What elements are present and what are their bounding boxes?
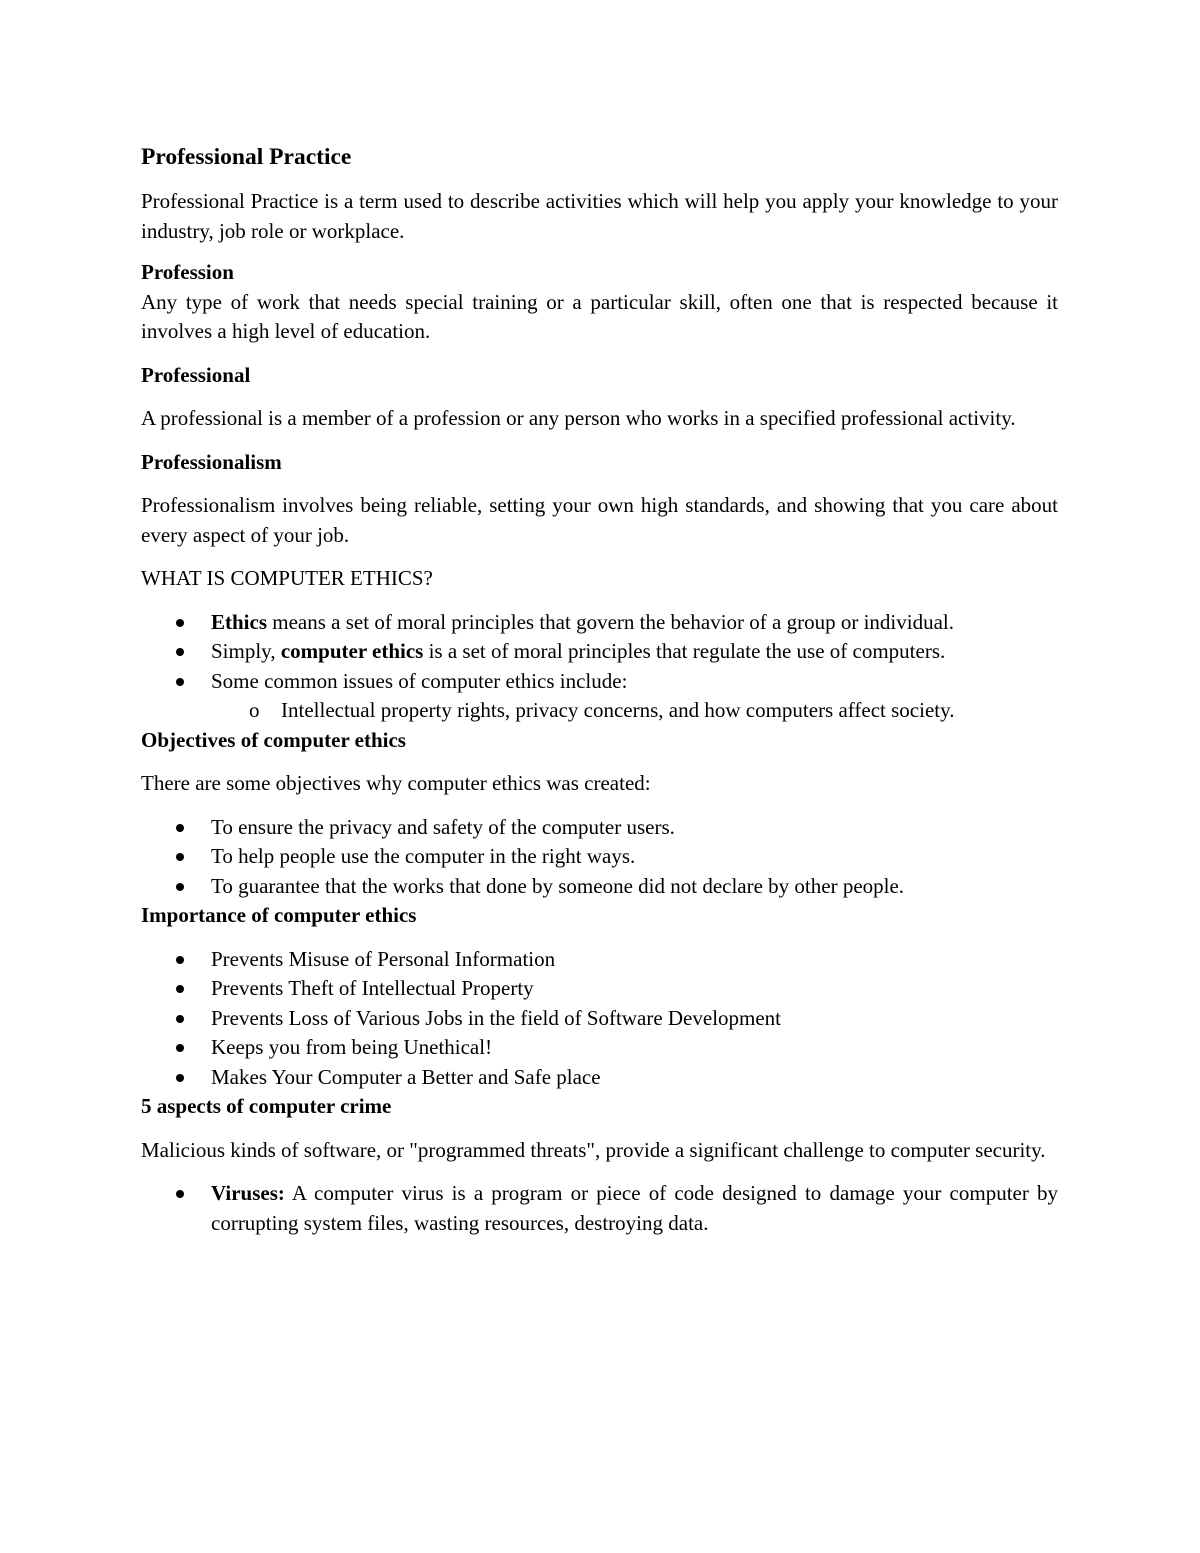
list-item: To ensure the privacy and safety of the computer users. (141, 813, 1058, 843)
list-item (141, 667, 1058, 726)
objectives-intro: There are some objectives why computer ethics was created: (141, 771, 651, 795)
crime-heading: 5 aspects of computer crime (141, 1094, 392, 1118)
objectives-heading: Objectives of computer ethics (141, 727, 406, 752)
common-issues-text: Some common issues of computer ethics include: (211, 668, 628, 693)
document-page (141, 140, 1058, 1238)
importance-list (141, 945, 1058, 1093)
list-item: Prevents Misuse of Personal Information (141, 945, 1058, 975)
simply-prefix: Simply, (211, 639, 281, 663)
professional-definition: A professional is a member of a profession or any person who works in a specified professional activity. (141, 406, 1016, 430)
ethics-definition: means a set of moral principles that govern the behavior of a group or individual. (267, 609, 954, 634)
ethics-term: Ethics (211, 609, 268, 634)
viruses-term: Viruses: (211, 1181, 285, 1205)
crime-intro: Malicious kinds of software, or "programmed threats", provide a significant challenge to computer security. (141, 1137, 1046, 1162)
profession-heading: Profession (141, 260, 234, 284)
crime-list (141, 1179, 1058, 1238)
page-title: Professional Practice (141, 144, 352, 170)
professionalism-heading: Professionalism (141, 449, 282, 474)
list-item (141, 1179, 1058, 1238)
list-item: Makes Your Computer a Better and Safe place (141, 1063, 1058, 1093)
professional-heading: Professional (141, 362, 251, 387)
sub-list-item (211, 696, 1058, 726)
sub-item-text: Intellectual property rights, privacy concerns, and how computers affect society. (281, 698, 955, 722)
intro-paragraph: Professional Practice is a term used to describe activities which will help you apply your knowledge to your industry, job role or workplace. (141, 189, 1058, 243)
list-item: To help people use the computer in the right ways. (141, 842, 1058, 872)
computer-ethics-definition: is a set of moral principles that regulate the use of computers. (423, 639, 946, 663)
professionalism-definition: Professionalism involves being reliable, setting your own high standards, and showing that you care about every aspect of your job. (141, 493, 1058, 547)
computer-ethics-term: computer ethics (280, 639, 424, 663)
common-issues-sublist (211, 696, 1058, 726)
objectives-list (141, 813, 1058, 902)
sub-bullet-marker: o (249, 698, 260, 722)
importance-heading: Importance of computer ethics (141, 903, 417, 927)
computer-ethics-heading: WHAT IS COMPUTER ETHICS? (141, 566, 433, 590)
list-item: Keeps you from being Unethical! (141, 1033, 1058, 1063)
list-item (141, 608, 1058, 638)
viruses-definition: A computer virus is a program or piece of code designed to damage your computer by corrupting system files, wasting resources, destroying data. (211, 1181, 1058, 1235)
profession-definition: Any type of work that needs special training or a particular skill, often one that is respected because it involves a high level of education. (141, 289, 1058, 343)
list-item: Prevents Loss of Various Jobs in the field of Software Development (141, 1004, 1058, 1034)
computer-ethics-list (141, 608, 1058, 726)
list-item: To guarantee that the works that done by someone did not declare by other people. (141, 872, 1058, 902)
list-item (141, 637, 1058, 667)
list-item: Prevents Theft of Intellectual Property (141, 974, 1058, 1004)
